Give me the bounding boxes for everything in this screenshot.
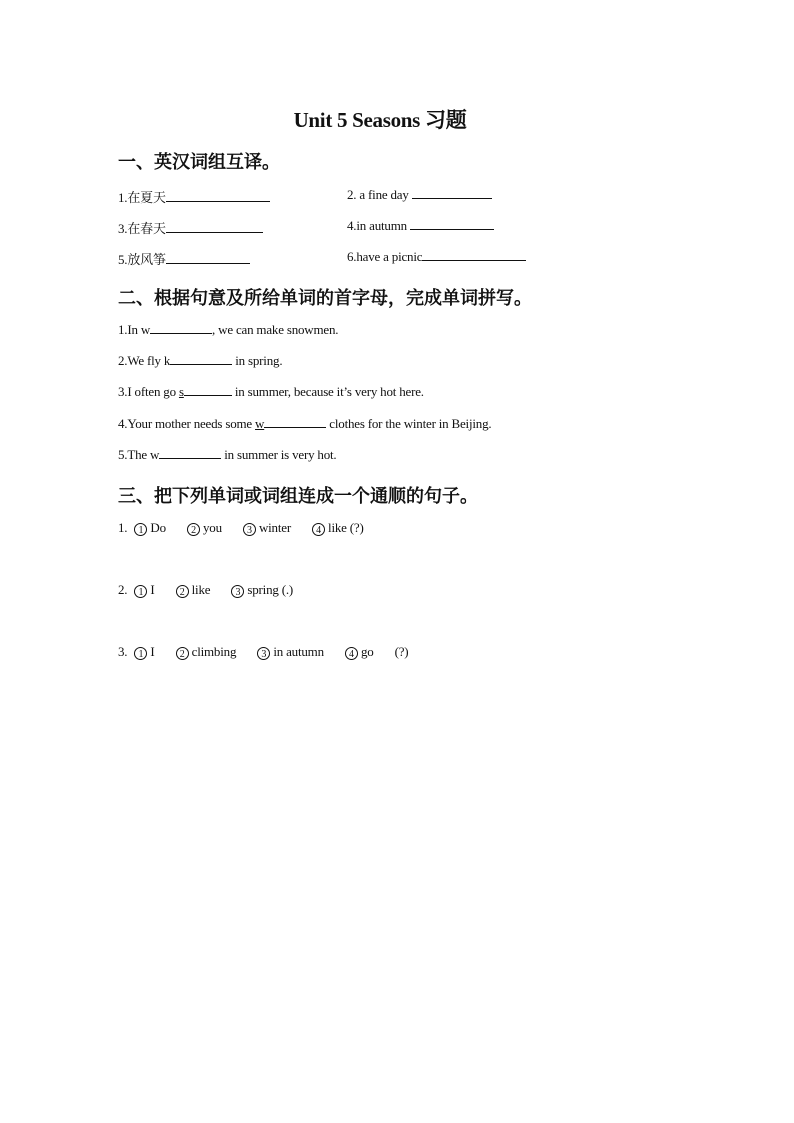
s2-item-5-pre: 5.The w bbox=[118, 447, 160, 462]
s1-item-3 bbox=[118, 218, 263, 237]
s1-item-2-text: a fine day bbox=[356, 187, 412, 202]
option-word: climbing bbox=[191, 644, 237, 659]
answer-blank[interactable] bbox=[159, 447, 221, 459]
option-word: go bbox=[360, 644, 374, 659]
s3-q3-option-2 bbox=[176, 644, 237, 659]
s3-q2-num: 2. bbox=[118, 582, 128, 597]
s3-q1-option-4 bbox=[312, 520, 364, 535]
s3-q3-tail: (?) bbox=[394, 644, 409, 659]
s2-item-1-post: , we can make snowmen. bbox=[212, 322, 339, 337]
s3-q2-option-2 bbox=[176, 582, 211, 597]
s2-item-5 bbox=[118, 447, 336, 463]
answer-blank[interactable] bbox=[170, 353, 232, 365]
s3-q3-option-4 bbox=[345, 644, 374, 659]
s3-question-2 bbox=[118, 582, 311, 598]
option-word: I bbox=[150, 644, 155, 659]
s1-item-4-text: in autumn bbox=[356, 218, 410, 233]
s3-q3-num: 3. bbox=[118, 644, 128, 659]
answer-blank[interactable] bbox=[166, 221, 263, 233]
s1-item-1-text: 在夏天 bbox=[127, 190, 166, 205]
s2-item-5-post: in summer is very hot. bbox=[221, 447, 337, 462]
option-word: spring (.) bbox=[247, 582, 294, 597]
s1-item-3-text: 在春天 bbox=[127, 221, 166, 236]
s1-item-6-num: 6. bbox=[347, 249, 357, 264]
s2-item-4-post: clothes for the winter in Beijing. bbox=[326, 416, 492, 431]
answer-blank[interactable] bbox=[184, 384, 232, 396]
answer-blank[interactable] bbox=[264, 416, 326, 428]
s3-q3-option-1 bbox=[134, 644, 154, 659]
answer-blank[interactable] bbox=[410, 218, 494, 230]
s1-item-1 bbox=[118, 187, 270, 206]
s3-q3-option-3 bbox=[257, 644, 324, 659]
s1-item-3-num: 3. bbox=[118, 221, 128, 236]
s2-item-4-letter: w bbox=[255, 416, 265, 431]
circled-number-4: 4 bbox=[345, 647, 358, 660]
s2-item-4 bbox=[118, 416, 491, 432]
answer-blank[interactable] bbox=[166, 252, 250, 264]
s3-q2-option-3 bbox=[231, 582, 293, 597]
s2-item-1-pre: 1.In w bbox=[118, 322, 151, 337]
s1-item-6 bbox=[347, 249, 526, 265]
section2-heading: 二、根据句意及所给单词的首字母，完成单词拼写。 bbox=[118, 288, 532, 309]
s1-item-4 bbox=[347, 218, 494, 234]
section1-heading: 一、英汉词组互译。 bbox=[118, 152, 280, 173]
s1-item-5 bbox=[118, 249, 250, 268]
circled-number-2: 2 bbox=[176, 647, 189, 660]
s2-item-3 bbox=[118, 384, 424, 400]
s2-item-4-pre: 4.Your mother needs some bbox=[118, 416, 256, 431]
circled-number-1: 1 bbox=[134, 585, 147, 598]
s1-item-2 bbox=[347, 187, 492, 203]
option-word: Do bbox=[150, 520, 166, 535]
s1-item-2-num: 2. bbox=[347, 187, 357, 202]
answer-blank[interactable] bbox=[150, 322, 212, 334]
s3-q1-option-2 bbox=[187, 520, 222, 535]
circled-number-2: 2 bbox=[176, 585, 189, 598]
s2-item-3-post: in summer, because it’s very hot here. bbox=[231, 384, 424, 399]
circled-number-4: 4 bbox=[312, 523, 325, 536]
s3-q1-option-3 bbox=[243, 520, 291, 535]
s2-item-2-post: in spring. bbox=[232, 353, 283, 368]
s2-item-1 bbox=[118, 322, 338, 338]
s3-q1-num: 1. bbox=[118, 520, 128, 535]
s1-item-5-num: 5. bbox=[118, 252, 128, 267]
s3-q1-option-1 bbox=[134, 520, 166, 535]
s2-item-3-pre: 3.I often go bbox=[118, 384, 179, 399]
s1-item-5-text: 放风筝 bbox=[127, 252, 166, 267]
option-word: you bbox=[202, 520, 222, 535]
answer-blank[interactable] bbox=[422, 249, 526, 261]
circled-number-1: 1 bbox=[134, 647, 147, 660]
option-word: winter bbox=[258, 520, 291, 535]
circled-number-3: 3 bbox=[231, 585, 244, 598]
s2-item-3-letter: s bbox=[178, 384, 184, 399]
option-word: like (?) bbox=[328, 520, 364, 535]
circled-number-3: 3 bbox=[243, 523, 256, 536]
s1-item-6-text: have a picnic bbox=[356, 249, 423, 264]
option-word: I bbox=[150, 582, 155, 597]
circled-number-2: 2 bbox=[187, 523, 200, 536]
page-title: Unit 5 Seasons 习题 bbox=[293, 108, 467, 132]
answer-blank[interactable] bbox=[412, 187, 492, 199]
s1-item-1-num: 1. bbox=[118, 190, 128, 205]
s3-q2-option-1 bbox=[134, 582, 154, 597]
s2-item-2 bbox=[118, 353, 282, 369]
option-word: in autumn bbox=[273, 644, 324, 659]
section3-heading: 三、把下列单词或词组连成一个通顺的句子。 bbox=[118, 486, 478, 507]
circled-number-1: 1 bbox=[134, 523, 147, 536]
s1-item-4-num: 4. bbox=[347, 218, 357, 233]
s3-question-3 bbox=[118, 644, 408, 660]
s2-item-2-pre: 2.We fly k bbox=[118, 353, 171, 368]
s3-question-1 bbox=[118, 520, 382, 536]
circled-number-3: 3 bbox=[257, 647, 270, 660]
option-word: like bbox=[191, 582, 211, 597]
answer-blank[interactable] bbox=[166, 190, 270, 202]
